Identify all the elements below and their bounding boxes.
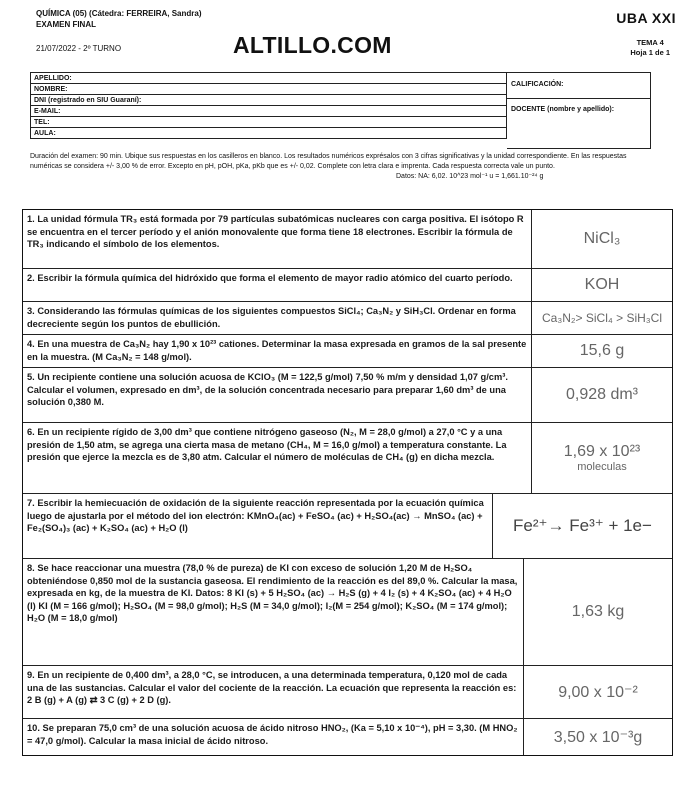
field-apellido[interactable]: APELLIDO: [31, 73, 507, 84]
field-dni[interactable]: DNI (registrado en SIU Guaraní): [31, 95, 507, 106]
instructions: Duración del examen: 90 min. Ubique sus respuestas en los casilleros en blanco. Los resultados numéricos exprésalos con 3 cifras significativas y la unidad correspondiente. En las respuestas numéricas se considera +/- 3,00 % de error. Excepto en pH, pOH, pKa, pKb que es +/- 0,02. Complete con letra clara e imprenta. Cada respuesta correcta vale un punto. [30, 153, 627, 170]
exam-header [36, 8, 202, 30]
calificacion-label: CALIFICACIÓN: [511, 81, 564, 88]
field-email[interactable]: E-MAIL: [31, 106, 507, 117]
answer-box[interactable]: KOH [584, 276, 620, 293]
question-row [23, 335, 672, 368]
answer-box[interactable]: 1,63 kg [571, 603, 625, 620]
questions-table [22, 209, 673, 756]
course-title: QUÍMICA (05) (Cátedra: FERREIRA, Sandra) [36, 9, 202, 18]
question-text: 4. En una muestra de Ca₃N₂ hay 1,90 x 10²³ cationes. Determinar la masa expresada en gramos de la sal presente en la muestra. (M Ca₃N₂ = 148 g/mol). [23, 335, 532, 367]
answer-value: 1,69 x 10²³ [563, 443, 641, 460]
question-text: 7. Escribir la hemiecuación de oxidación de la siguiente reacción representada por la ecuación química luego de ajustarla por el método del ion electrón: KMnO₄(ac) + FeSO₄ (ac) + H₂SO₄(ac) → MnSO₄ (ac) + Fe₂(SO₄)₃ (ac) + K₂SO₄ (ac) + H₂O (l) [23, 494, 493, 558]
question-row [23, 423, 672, 494]
field-aula[interactable]: AULA: [31, 128, 507, 139]
question-row [23, 269, 672, 302]
field-tel[interactable]: TEL: [31, 117, 507, 128]
watermark: ALTILLO.COM [233, 32, 392, 58]
question-row [23, 210, 672, 269]
question-text: 5. Un recipiente contiene una solución acuosa de KClO₃ (M = 122,5 g/mol) 7,50 % m/m y densidad 1,07 g/cm³. Calcular el volumen, expresado en dm³, de la solución concentrada necesario para preparar 1,60 dm³ de una solución 0,380 M. [23, 368, 532, 422]
question-text: 8. Se hace reaccionar una muestra (78,0 % de pureza) de KI con exceso de solución 1,20 M de H₂SO₄ obteniéndose 0,850 mol de la sustancia gaseosa. El rendimiento de la reacción es del 89,0 %. Calcular la masa, expresada en kg, de la muestra de KI. Datos: 8 KI (s) + 5 H₂SO₄ (ac) → H₂S (g) + 4 I₂ (s) + 4 K₂SO₄ (ac) + 4 H₂O (l) KI (M = 166 g/mol); H₂SO₄ (M = 98,0 g/mol); H₂S (M = 34,0 g/mol); I₂(M = 254 g/mol); K₂SO₄ (M = 174 g/mol); H₂O (M = 18,0 g/mol) [23, 559, 524, 665]
question-row [23, 494, 672, 559]
tema-box [630, 38, 670, 58]
tema-label: TEMA 4 [636, 38, 664, 47]
answer-box[interactable]: 15,6 g [579, 342, 625, 359]
answer-box[interactable]: Fe²⁺→ Fe³⁺ + 1e− [513, 516, 652, 535]
answer-box[interactable]: 0,928 dm³ [565, 386, 639, 403]
grading-box [507, 72, 651, 149]
answer-box[interactable]: 9,00 x 10⁻² [558, 684, 638, 701]
exam-type: EXAMEN FINAL [36, 20, 96, 29]
question-text: 3. Considerando las fórmulas químicas de los siguientes compuestos SiCl₄; Ca₃N₂ y SiH₃Cl. Ordenar en forma decreciente según los puntos de ebullición. [23, 302, 532, 334]
question-text: 10. Se preparan 75,0 cm³ de una solución acuosa de ácido nitroso HNO₂, (Ka = 5,10 x 10⁻⁴), pH = 3,30. (M HNO₂ = 47,0 g/mol). Calcular la masa inicial de ácido nitroso. [23, 719, 524, 755]
question-text: 1. La unidad fórmula TR₃ está formada por 79 partículas subatómicas nucleares con carga positiva. El isótopo R se encuentra en el tercer período y el anión monovalente que forma tiene 18 electrones. Escribir la fórmula de TR₃ indicando el símbolo de los elementos. [23, 210, 532, 268]
question-row [23, 368, 672, 423]
question-text: 6. En un recipiente rígido de 3,00 dm³ que contiene nitrógeno gaseoso (N₂, M = 28,0 g/mol) a 27,0 °C y a una presión de 1,50 atm, se agrega una cierta masa de metano (CH₄, M = 16,0 g/mol) a temperatura constante. La presión que ejerce la mezcla es de 3,80 atm. Calcular el número de moléculas de CH₄ (g) en dicha mezcla. [23, 423, 532, 493]
field-nombre[interactable]: NOMBRE: [31, 84, 507, 95]
question-text: 2. Escribir la fórmula química del hidróxido que forma el elemento de mayor radio atómico del cuarto período. [23, 269, 532, 301]
answer-box[interactable] [532, 423, 672, 493]
divider [507, 98, 650, 99]
page-count: Hoja 1 de 1 [630, 48, 670, 57]
question-row [23, 719, 672, 755]
question-row [23, 559, 672, 666]
question-row [23, 302, 672, 335]
answer-box[interactable]: Ca₃N₂> SiCl₄ > SiH₃Cl [541, 311, 663, 325]
answer-box[interactable]: NiCl₃ [583, 230, 621, 247]
constants-data: Datos: NA: 6,02. 10^23 mol⁻¹ u = 1,661.10⁻²⁴ g [396, 173, 544, 180]
question-row [23, 666, 672, 719]
exam-date: 21/07/2022 - 2º TURNO [36, 44, 122, 53]
question-text: 9. En un recipiente de 0,400 dm³, a 28,0 °C, se introducen, a una determinada temperatura, 0,120 mol de cada una de las sustancias. Calcular el valor del cociente de la reacción. La ecuación que representa la reacción es: 2 B (g) + A (g) ⇄ 3 C (g) + 2 D (g). [23, 666, 524, 718]
answer-unit: moleculas [577, 461, 627, 473]
student-info-table [30, 72, 507, 139]
uba-logo: UBA XXI [616, 10, 676, 26]
answer-box[interactable]: 3,50 x 10⁻³g [553, 729, 643, 746]
docente-label: DOCENTE (nombre y apellido): [511, 106, 615, 113]
